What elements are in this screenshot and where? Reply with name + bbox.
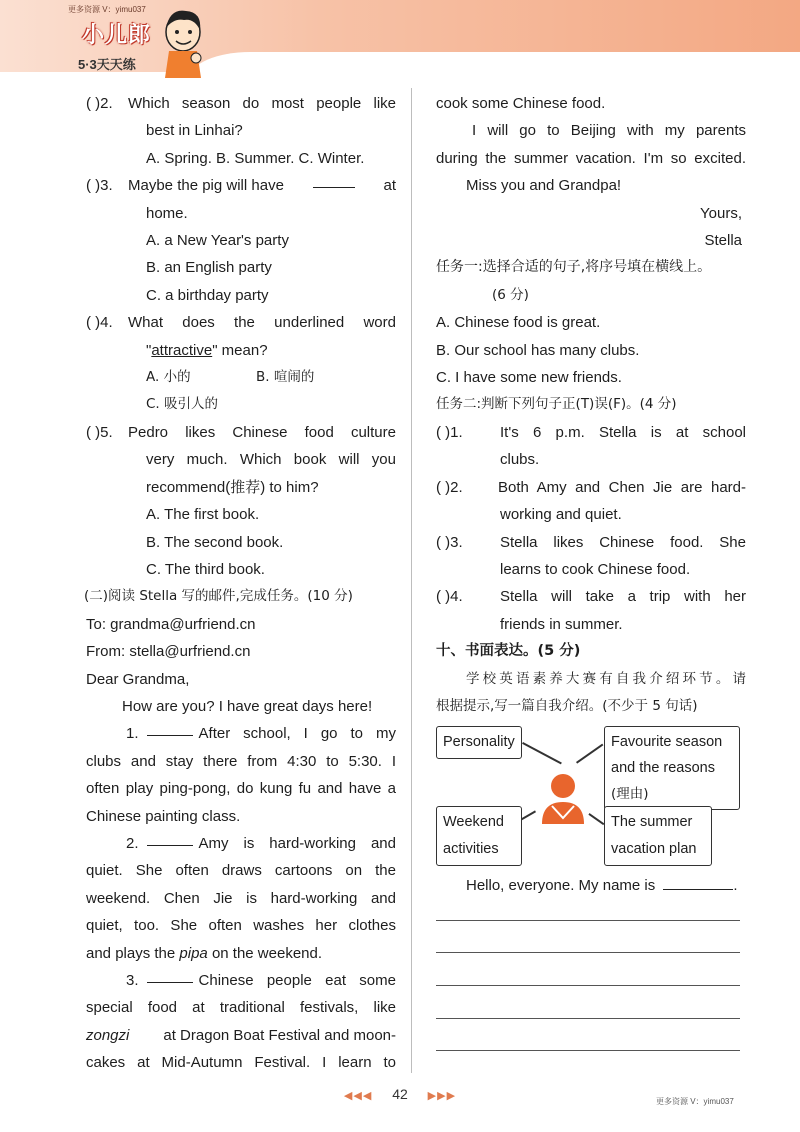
question-text: recommend(推荐) to him? [146, 478, 319, 496]
question-5 [86, 419, 396, 583]
italic-word: pipa [179, 944, 208, 962]
mindmap-favourite-season: Favourite season and the reasons (理由) [604, 726, 740, 810]
email-text: weekend. Chen Jie is hard-working and [86, 889, 396, 907]
writing-title: 十、书面表达。(5 分) [436, 643, 581, 660]
answer-bracket[interactable]: ( )3. [86, 177, 113, 195]
section-title: (二)阅读 Stella 写的邮件,完成任务。(10 分) [84, 588, 353, 605]
email-text: quiet. She often draws cartoons on the [86, 862, 396, 880]
task1-score: (6 分) [492, 286, 529, 303]
paragraph-number: 1. [126, 725, 139, 743]
question-text: very much. Which book will you [146, 451, 396, 469]
question-text: Which season do most people like [128, 95, 396, 112]
task2-item [436, 583, 746, 638]
question-4 [86, 309, 396, 419]
email-text: After school, I go to my [198, 725, 396, 743]
quote-mark: " [146, 341, 152, 359]
email-signature: Stella [704, 232, 742, 250]
email-greeting: Dear Grandma, [86, 670, 190, 688]
question-text: at [383, 177, 396, 195]
right-column [436, 90, 746, 720]
answer-options: A. Spring. B. Summer. C. Winter. [146, 149, 365, 167]
statement-text: Stella likes Chinese food. She [500, 533, 746, 551]
right-arrows-icon: ▶▶▶ [427, 1090, 457, 1102]
statement-text: Stella will take a trip with her [500, 588, 746, 606]
email-text: cakes at Mid-Autumn Festival. I learn to [86, 1054, 396, 1072]
question-text: " mean? [212, 341, 268, 359]
brand-small-text: 更多资源 V：yimu037 [68, 5, 146, 14]
question-2 [86, 90, 396, 172]
task2-item [436, 529, 746, 584]
option-c: C. The third book. [146, 560, 265, 578]
italic-word: zongzi [86, 1026, 130, 1044]
writing-line[interactable] [436, 985, 740, 986]
email-text: during the summer vacation. I'm so excited. [436, 149, 746, 167]
email-intro: How are you? I have great days here! [122, 697, 373, 715]
mindmap-weekend-activities: Weekend activities [436, 806, 522, 866]
email-text: Chinese painting class. [86, 807, 241, 825]
email-signoff: Yours, [700, 204, 742, 222]
mindmap-personality: Personality [436, 726, 522, 759]
statement-text: friends in summer. [500, 615, 623, 633]
left-column [86, 90, 396, 1077]
answer-bracket[interactable]: ( )2. [86, 95, 113, 112]
statement-text: learns to cook Chinese food. [500, 560, 691, 578]
email-text: often play ping-pong, do kung fu and have a [86, 780, 396, 798]
option-c: C. 吸引人的 [146, 396, 219, 413]
brand-subtitle: 5·3天天练 [78, 57, 136, 72]
writing-line[interactable] [436, 920, 740, 921]
statement-text: working and quiet. [500, 506, 622, 524]
statement-text: clubs. [500, 451, 540, 469]
left-arrows-icon: ◀◀◀ [343, 1090, 373, 1102]
email-text: Amy is hard-working and [198, 834, 396, 852]
paragraph-number: 3. [126, 972, 139, 989]
email-to: To: grandma@urfriend.cn [86, 615, 256, 633]
email-text: Chinese people eat some [198, 972, 396, 989]
question-text: Pedro likes Chinese food culture [128, 423, 396, 441]
fill-blank[interactable] [313, 172, 355, 188]
email-text: and plays the [86, 944, 176, 962]
answer-bracket[interactable]: ( )2. [436, 478, 463, 496]
email-text: special food at traditional festivals, like [86, 999, 396, 1017]
option-b: B. The second book. [146, 533, 284, 551]
task2-item [436, 474, 746, 529]
person-icon [532, 766, 594, 828]
question-text: best in Linhai? [146, 122, 243, 140]
footer-note: 更多资源 V：yimu037 [656, 1097, 734, 1106]
email-text: on the weekend. [211, 944, 323, 962]
question-3 [86, 172, 396, 309]
answer-bracket[interactable]: ( )4. [86, 314, 113, 332]
statement-text: Both Amy and Chen Jie are hard- [498, 478, 746, 496]
question-text: What does the underlined word [128, 314, 396, 332]
writing-mindmap [436, 726, 740, 866]
option-b: B. 喧闹的 [256, 369, 315, 386]
column-divider [411, 88, 412, 1073]
fill-blank-1[interactable] [147, 720, 193, 736]
email-text: clubs and stay there from 4:30 to 5:30. I [86, 752, 396, 770]
option-c: C. a birthday party [146, 286, 269, 304]
writing-prompt: Hello, everyone. My name is [466, 877, 656, 894]
writing-instruction: 学校英语素养大赛有自我介绍环节。请 [466, 670, 746, 687]
task1-option: B. Our school has many clubs. [436, 341, 640, 359]
email-text: Miss you and Grandpa! [466, 177, 622, 195]
answer-bracket[interactable]: ( )1. [436, 423, 463, 441]
fill-blank-3[interactable] [147, 967, 193, 983]
paragraph-number: 2. [126, 834, 139, 852]
answer-bracket[interactable]: ( )4. [436, 588, 463, 606]
option-a: A. a New Year's party [146, 232, 289, 250]
name-blank[interactable] [663, 874, 733, 890]
email-text: quiet, too. She often washes her clothes [86, 917, 396, 935]
task1-option: C. I have some new friends. [436, 369, 622, 387]
answer-bracket[interactable]: ( )5. [86, 423, 113, 441]
answer-bracket[interactable]: ( )3. [436, 533, 463, 551]
task1-title: 任务一:选择合适的句子,将序号填在横线上。 [436, 259, 712, 276]
statement-text: It's 6 p.m. Stella is at school [500, 423, 746, 441]
period: . [733, 877, 738, 894]
writing-line[interactable] [436, 1018, 740, 1019]
brand-logo [68, 4, 208, 80]
question-text: home. [146, 204, 188, 222]
email-text: at Dragon Boat Festival and moon- [163, 1026, 396, 1044]
question-text: Maybe the pig will have [128, 177, 284, 195]
underlined-word: attractive [151, 341, 213, 359]
task2-item [436, 419, 746, 474]
option-b: B. an English party [146, 259, 272, 277]
writing-instruction: 根据提示,写一篇自我介绍。(不少于 5 句话) [436, 697, 698, 714]
page-number: 42 [392, 1086, 408, 1102]
writing-line[interactable] [436, 952, 740, 953]
task1-option: A. Chinese food is great. [436, 314, 601, 332]
option-a: A. 小的 [146, 369, 191, 386]
email-from: From: stella@urfriend.cn [86, 643, 251, 661]
email-body [86, 611, 396, 1077]
option-a: A. The first book. [146, 506, 260, 524]
task2-title: 任务二:判断下列句子正(T)误(F)。(4 分) [436, 396, 677, 413]
mascot-icon [160, 6, 206, 78]
email-text: I will go to Beijing with my parents [472, 122, 746, 140]
brand-name: 小儿郎 [82, 22, 152, 47]
fill-blank-2[interactable] [147, 830, 193, 846]
mindmap-summer-plan: The summer vacation plan [604, 806, 712, 866]
writing-line[interactable] [436, 1050, 740, 1051]
email-text: cook some Chinese food. [436, 95, 606, 112]
